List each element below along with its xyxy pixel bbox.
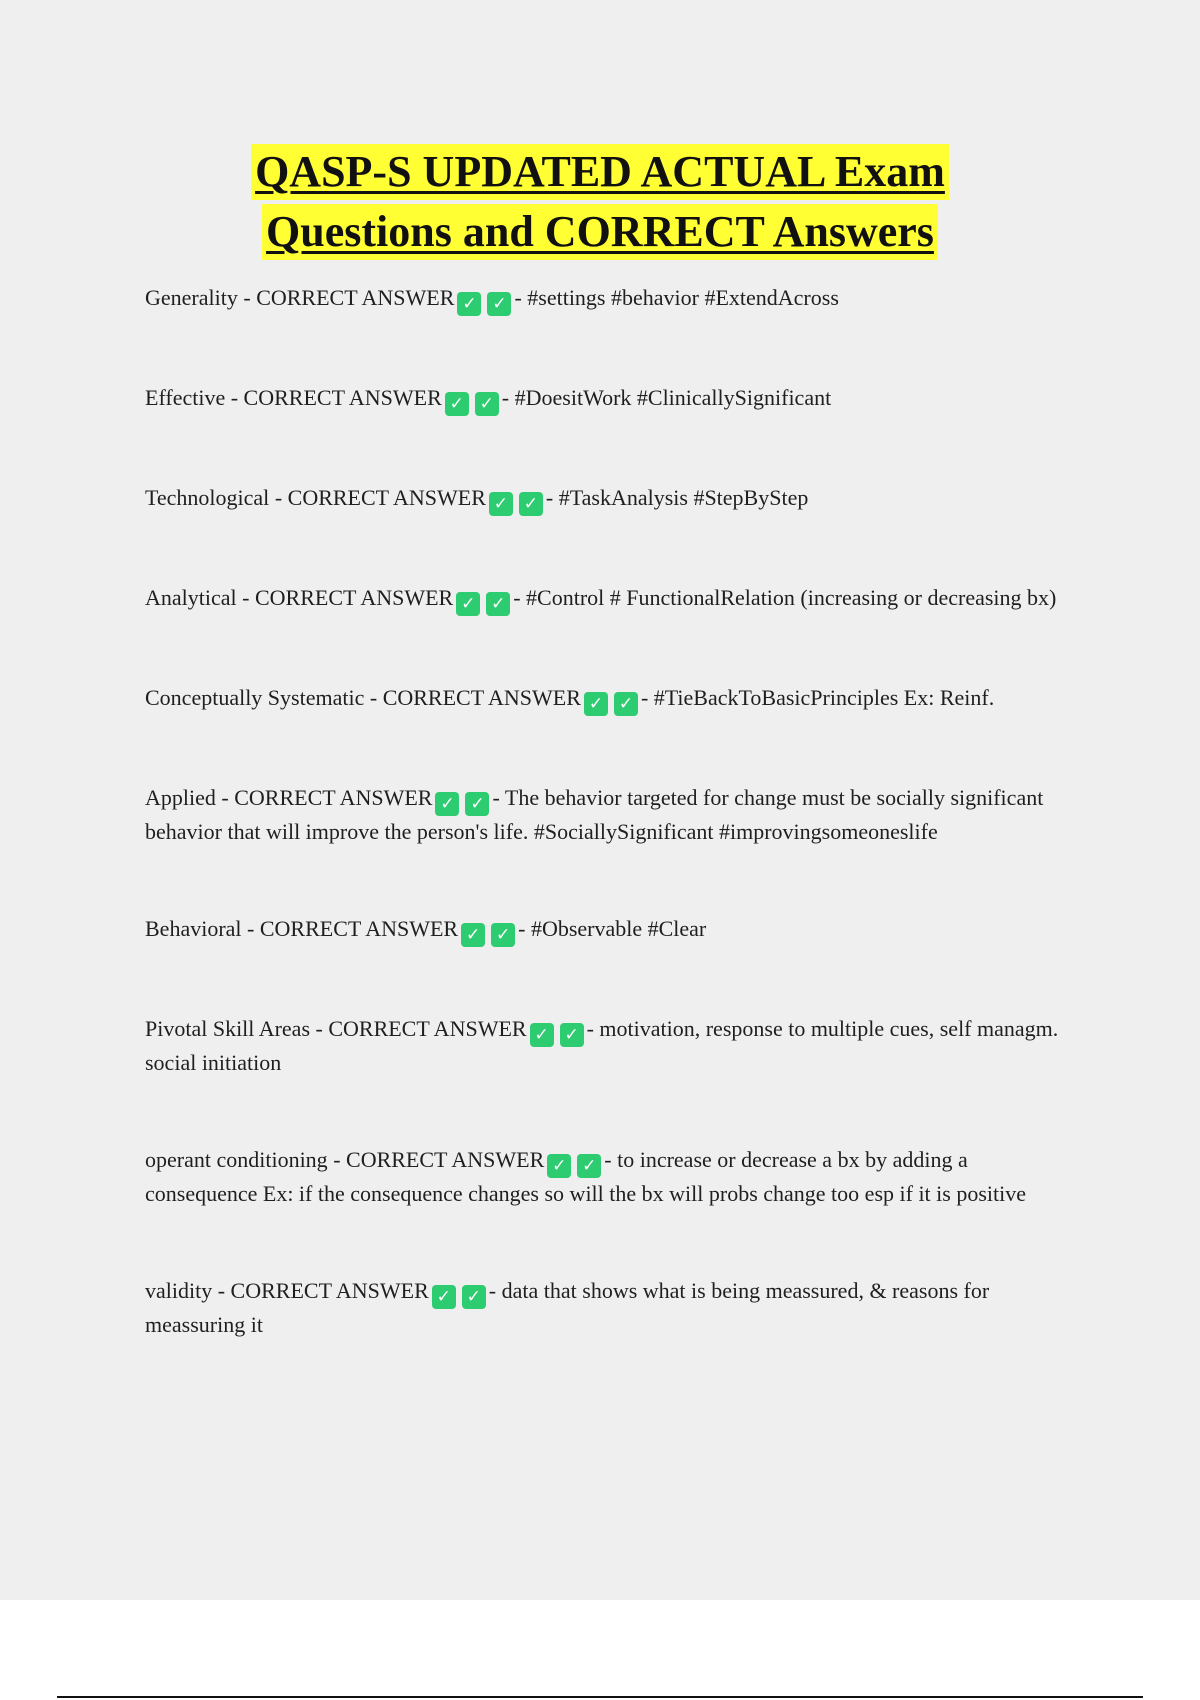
- qa-definition: #DoesitWork #ClinicallySignificant: [514, 385, 832, 410]
- qa-term: Effective: [145, 385, 226, 410]
- check-box-icon: ✓: [489, 492, 513, 516]
- qa-item: validity - CORRECT ANSWER ✓ ✓ - data that shows what is being meassured, & reasons for meassuring it: [145, 1278, 990, 1337]
- qa-label: CORRECT ANSWER: [382, 685, 581, 710]
- check-box-icon: ✓: [465, 792, 489, 816]
- title-line-2: Questions and CORRECT Answers: [262, 204, 938, 260]
- qa-item: Pivotal Skill Areas - CORRECT ANSWER ✓ ✓ - motivation, response to multiple cues, self managm. social initiation: [145, 1016, 1059, 1075]
- check-box-icon: ✓: [614, 692, 638, 716]
- qa-definition: #settings #behavior #ExtendAcross: [527, 285, 839, 310]
- qa-definition: to increase or decrease a bx by adding a consequence Ex: if the consequence changes so will the bx will probs change too esp if it is positive: [145, 1147, 1026, 1206]
- qa-label: CORRECT ANSWER: [230, 1278, 429, 1303]
- check-box-icon: ✓: [560, 1023, 584, 1047]
- title-line-1: QASP-S UPDATED ACTUAL Exam: [251, 144, 949, 200]
- check-box-icon: ✓: [486, 592, 510, 616]
- qa-label: CORRECT ANSWER: [346, 1147, 545, 1172]
- check-box-icon: ✓: [519, 492, 543, 516]
- qa-label: CORRECT ANSWER: [234, 785, 433, 810]
- qa-term: Generality: [145, 285, 238, 310]
- check-box-icon: ✓: [456, 592, 480, 616]
- qa-definition: #TaskAnalysis #StepByStep: [558, 485, 809, 510]
- check-box-icon: ✓: [577, 1154, 601, 1178]
- qa-term: Conceptually Systematic: [145, 685, 365, 710]
- check-box-icon: ✓: [457, 292, 481, 316]
- qa-label: CORRECT ANSWER: [259, 916, 459, 941]
- qa-item: Technological - CORRECT ANSWER ✓ ✓ - #TaskAnalysis #StepByStep: [145, 485, 809, 514]
- qa-label: CORRECT ANSWER: [243, 385, 442, 410]
- check-box-icon: ✓: [432, 1285, 456, 1309]
- qa-item: Conceptually Systematic - CORRECT ANSWER ✓ ✓ - #TieBackToBasicPrinciples Ex: Reinf.: [145, 685, 995, 714]
- document-title: [0, 144, 1200, 264]
- qa-label: CORRECT ANSWER: [287, 485, 486, 510]
- check-box-icon: ✓: [530, 1023, 554, 1047]
- check-box-icon: ✓: [475, 392, 499, 416]
- footer-divider: [57, 1696, 1143, 1698]
- qa-definition: data that shows what is being meassured, & reasons for meassuring it: [145, 1278, 990, 1337]
- qa-definition: motivation, response to multiple cues, self managm. social initiation: [145, 1016, 1059, 1075]
- check-box-icon: ✓: [487, 292, 511, 316]
- qa-definition: #TieBackToBasicPrinciples Ex: Reinf.: [653, 685, 995, 710]
- qa-term: validity: [145, 1278, 213, 1303]
- check-box-icon: ✓: [435, 792, 459, 816]
- qa-item: Analytical - CORRECT ANSWER ✓ ✓ - #Control # FunctionalRelation (increasing or decreasing bx): [145, 585, 1057, 614]
- qa-term: Applied: [145, 785, 216, 810]
- qa-item: Effective - CORRECT ANSWER ✓ ✓ - #DoesitWork #ClinicallySignificant: [145, 385, 832, 414]
- qa-item: Applied - CORRECT ANSWER ✓ ✓ - The behavior targeted for change must be socially significant behavior that will improve the person's life. #SociallySignificant #improvingsomeoneslife: [145, 785, 1044, 844]
- qa-term: Pivotal Skill Areas: [145, 1016, 310, 1041]
- check-box-icon: ✓: [547, 1154, 571, 1178]
- qa-definition: #Observable #Clear: [530, 916, 707, 941]
- qa-definition: #Control # FunctionalRelation (increasing or decreasing bx): [526, 585, 1057, 610]
- page-footer-band: [0, 1600, 1200, 1700]
- qa-term: Analytical: [145, 585, 237, 610]
- qa-term: Technological: [145, 485, 270, 510]
- qa-item: operant conditioning - CORRECT ANSWER ✓ ✓ - to increase or decrease a bx by adding a consequence Ex: if the consequence changes so will the bx will probs change too esp if it is positive: [145, 1147, 1026, 1206]
- qa-label: CORRECT ANSWER: [254, 585, 454, 610]
- qa-label: CORRECT ANSWER: [256, 285, 455, 310]
- check-box-icon: ✓: [491, 923, 515, 947]
- qa-definition: The behavior targeted for change must be socially significant behavior that will improve the person's life. #SociallySignificant #improvingsomeoneslife: [145, 785, 1044, 844]
- check-box-icon: ✓: [445, 392, 469, 416]
- check-box-icon: ✓: [584, 692, 608, 716]
- check-box-icon: ✓: [462, 1285, 486, 1309]
- qa-item: Behavioral - CORRECT ANSWER ✓ ✓ - #Observable #Clear: [145, 916, 707, 945]
- qa-term: operant conditioning: [145, 1147, 328, 1172]
- qa-label: CORRECT ANSWER: [328, 1016, 527, 1041]
- qa-list: [145, 282, 1085, 1340]
- qa-item: Generality - CORRECT ANSWER ✓ ✓ - #settings #behavior #ExtendAcross: [145, 285, 839, 314]
- qa-term: Behavioral: [145, 916, 242, 941]
- check-box-icon: ✓: [461, 923, 485, 947]
